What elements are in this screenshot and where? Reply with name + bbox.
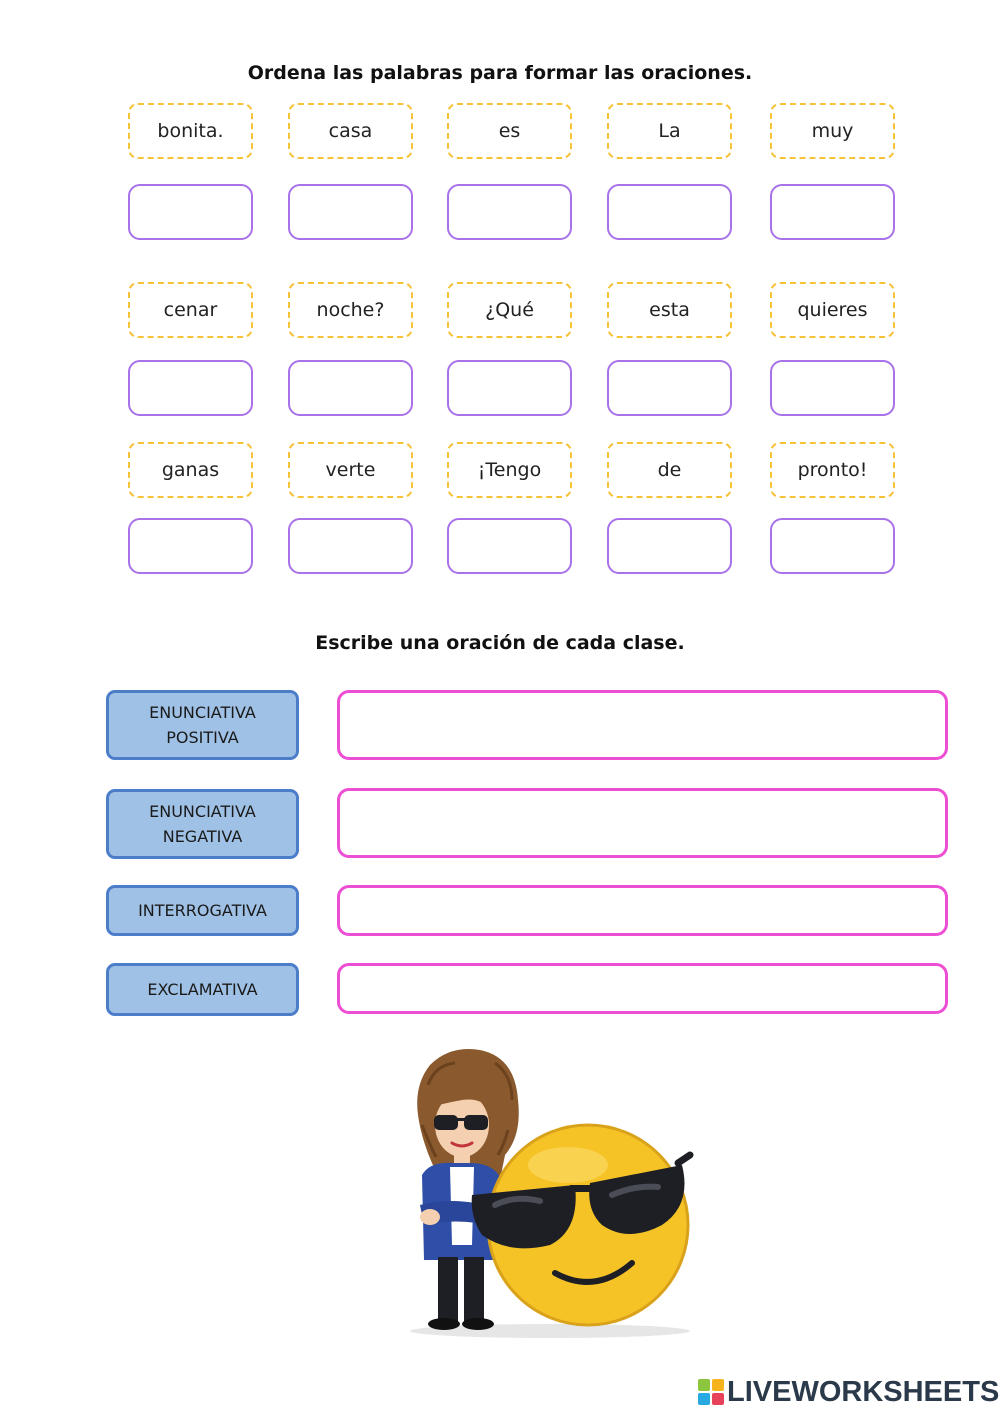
label-line: INTERROGATIVA: [138, 901, 267, 920]
brand-text: LIVEWORKSHEETS: [727, 1375, 1000, 1408]
drop-slot[interactable]: [770, 360, 895, 416]
word-chip[interactable]: casa: [288, 103, 413, 159]
label-line: EXCLAMATIVA: [147, 980, 258, 999]
word-chip[interactable]: La: [607, 103, 732, 159]
drop-slot[interactable]: [128, 360, 253, 416]
drop-slot[interactable]: [447, 518, 572, 574]
answer-field-interrogativa[interactable]: [337, 885, 948, 936]
word-chip[interactable]: verte: [288, 442, 413, 498]
word-chip[interactable]: esta: [607, 282, 732, 338]
label-enunciativa-negativa: [106, 789, 299, 859]
illustration: [400, 1045, 700, 1340]
liveworksheets-logo-icon: [698, 1379, 724, 1405]
answer-field-exclamativa[interactable]: [337, 963, 948, 1014]
answer-field-enunciativa-positiva[interactable]: [337, 690, 948, 760]
word-chip[interactable]: de: [607, 442, 732, 498]
drop-slot[interactable]: [607, 518, 732, 574]
label-line: ENUNCIATIVA: [149, 703, 256, 722]
drop-slot[interactable]: [770, 518, 895, 574]
drop-slot[interactable]: [770, 184, 895, 240]
word-chip[interactable]: cenar: [128, 282, 253, 338]
word-chip[interactable]: quieres: [770, 282, 895, 338]
drop-slot[interactable]: [607, 184, 732, 240]
word-chip[interactable]: pronto!: [770, 442, 895, 498]
drop-slot[interactable]: [447, 360, 572, 416]
word-chip[interactable]: ganas: [128, 442, 253, 498]
drop-slot[interactable]: [607, 360, 732, 416]
word-chip[interactable]: muy: [770, 103, 895, 159]
drop-slot[interactable]: [288, 184, 413, 240]
word-chip[interactable]: ¡Tengo: [447, 442, 572, 498]
word-chip[interactable]: ¿Qué: [447, 282, 572, 338]
word-chip[interactable]: bonita.: [128, 103, 253, 159]
drop-slot[interactable]: [447, 184, 572, 240]
drop-slot[interactable]: [128, 184, 253, 240]
label-interrogativa: [106, 885, 299, 936]
word-chip[interactable]: noche?: [288, 282, 413, 338]
label-line: POSITIVA: [166, 728, 239, 747]
drop-slot[interactable]: [128, 518, 253, 574]
drop-slot[interactable]: [288, 360, 413, 416]
label-enunciativa-positiva: [106, 690, 299, 760]
word-chip[interactable]: es: [447, 103, 572, 159]
liveworksheets-brand[interactable]: [698, 1374, 999, 1410]
section1-title: Ordena las palabras para formar las oraciones.: [247, 62, 753, 84]
drop-slot[interactable]: [288, 518, 413, 574]
label-line: NEGATIVA: [162, 827, 243, 846]
label-line: ENUNCIATIVA: [149, 802, 256, 821]
answer-field-enunciativa-negativa[interactable]: [337, 788, 948, 858]
section2-title: Escribe una oración de cada clase.: [315, 632, 685, 654]
label-exclamativa: [106, 963, 299, 1016]
